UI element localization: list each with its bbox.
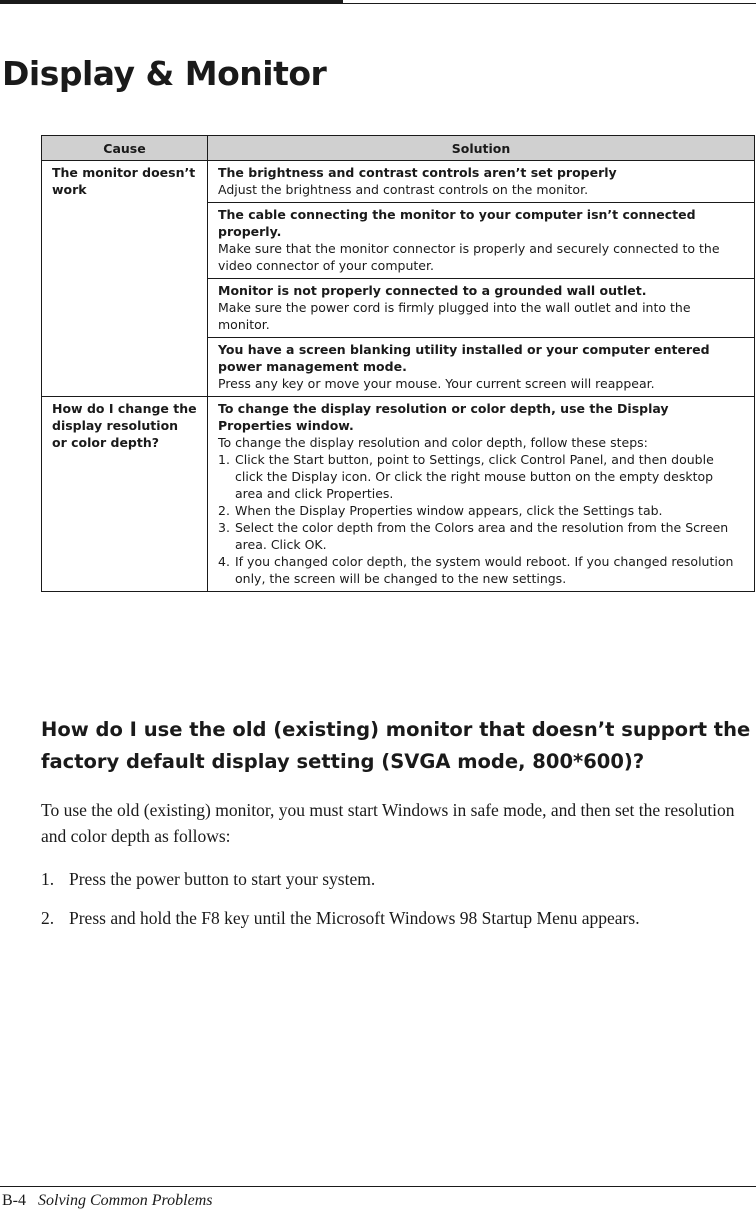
step-text: Select the color depth from the Colors area and the resolution from the Screen area. Click OK. xyxy=(235,520,729,552)
list-item xyxy=(218,451,744,502)
solution-steps xyxy=(218,451,744,587)
footer-rule xyxy=(0,1186,756,1187)
solution-heading: The cable connecting the monitor to your computer isn’t connected properly. xyxy=(218,207,696,239)
step-number: 1. xyxy=(41,869,55,889)
step-number: 2. xyxy=(41,908,55,928)
page-title: Display & Monitor xyxy=(2,54,327,93)
solution-cell xyxy=(208,397,755,592)
header-rule-thin xyxy=(343,3,756,4)
solution-cell xyxy=(208,338,755,397)
table-header-row xyxy=(42,136,755,161)
solution-text: Make sure that the monitor connector is properly and securely connected to the video connector of your computer. xyxy=(218,241,720,273)
solution-cell xyxy=(208,161,755,203)
page-footer xyxy=(2,1190,213,1210)
solution-heading: Monitor is not properly connected to a grounded wall outlet. xyxy=(218,283,647,298)
solution-heading: You have a screen blanking utility installed or your computer entered power management mode. xyxy=(218,342,710,374)
solution-text: Adjust the brightness and contrast controls on the monitor. xyxy=(218,182,589,197)
troubleshooting-table xyxy=(41,135,755,592)
table-row xyxy=(42,161,755,203)
solution-text: Make sure the power cord is firmly plugged into the wall outlet and into the monitor. xyxy=(218,300,691,332)
list-item xyxy=(218,553,744,587)
solution-text: Press any key or move your mouse. Your current screen will reappear. xyxy=(218,376,655,391)
step-number: 3. xyxy=(218,520,230,535)
step-text: Click the Start button, point to Settings, click Control Panel, and then double click the Display icon. Or click the right mouse button on the empty desktop area and click Properties. xyxy=(235,452,714,501)
cause-cell: How do I change the display resolution or color depth? xyxy=(42,397,208,592)
table-row xyxy=(42,397,755,592)
solution-heading: The brightness and contrast controls aren’t set properly xyxy=(218,165,617,180)
solution-intro: To change the display resolution and color depth, follow these steps: xyxy=(218,435,648,450)
section-heading: How do I use the old (existing) monitor that doesn’t support the factory default display setting (SVGA mode, 800*600)? xyxy=(41,718,751,773)
solution-cell xyxy=(208,279,755,338)
step-text: Press the power button to start your system. xyxy=(69,869,376,889)
list-item xyxy=(41,905,755,931)
column-header-cause: Cause xyxy=(42,136,208,161)
step-text: When the Display Properties window appears, click the Settings tab. xyxy=(235,503,663,518)
chapter-title: Solving Common Problems xyxy=(38,1192,213,1209)
step-number: 4. xyxy=(218,554,230,569)
cause-cell: The monitor doesn’t work xyxy=(42,161,208,397)
page-number: B-4 xyxy=(2,1192,26,1209)
list-item xyxy=(41,866,755,892)
column-header-solution: Solution xyxy=(208,136,755,161)
step-number: 2. xyxy=(218,503,230,518)
step-text: Press and hold the F8 key until the Microsoft Windows 98 Startup Menu appears. xyxy=(69,908,640,928)
list-item xyxy=(218,519,744,553)
step-number: 1. xyxy=(218,452,230,467)
step-text: If you changed color depth, the system would reboot. If you changed resolution only, the screen will be changed to the new settings. xyxy=(235,554,734,586)
list-item xyxy=(218,502,744,519)
header-rule-thick xyxy=(0,0,343,4)
section-paragraph: To use the old (existing) monitor, you must start Windows in safe mode, and then set the resolution and color depth as follows: xyxy=(41,800,735,846)
solution-heading: To change the display resolution or color depth, use the Display Properties window. xyxy=(218,401,669,433)
solution-cell xyxy=(208,203,755,279)
